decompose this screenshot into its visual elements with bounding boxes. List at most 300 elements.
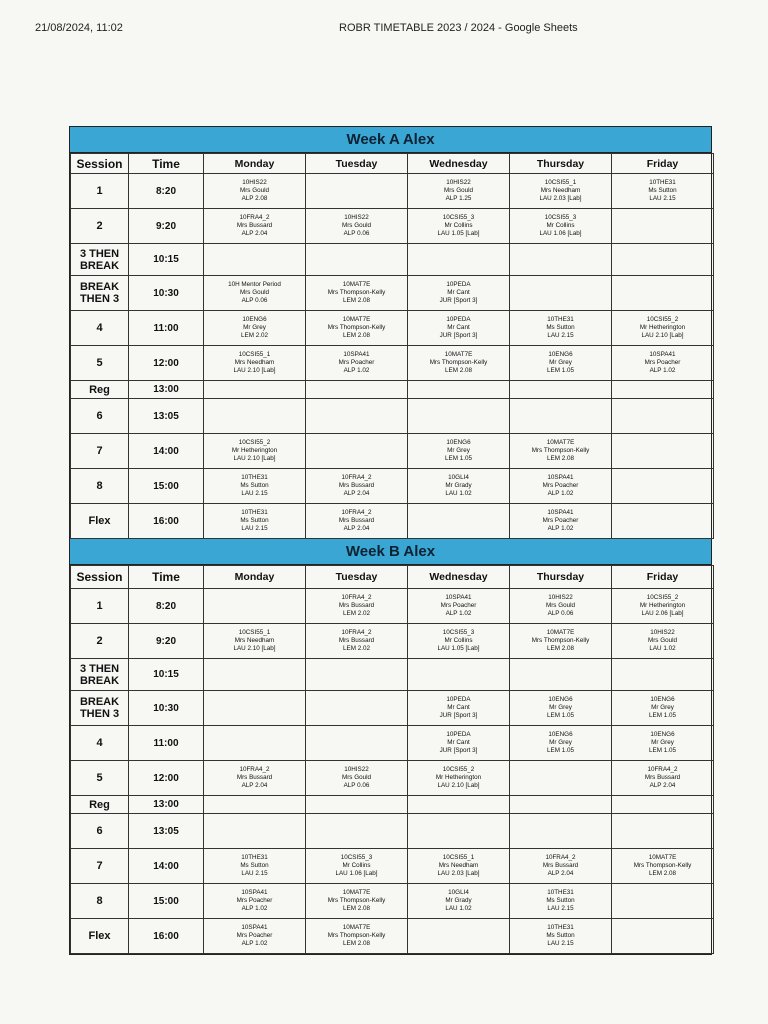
lesson-cell [612, 381, 714, 399]
time-label: 13:00 [129, 796, 204, 814]
lesson-cell [510, 346, 612, 381]
column-header-session: Session [71, 154, 129, 174]
lesson-cell [510, 726, 612, 761]
time-label: 16:00 [129, 919, 204, 954]
time-label: 13:00 [129, 381, 204, 399]
time-label: 13:05 [129, 814, 204, 849]
room: LAU 2.10 [Lab] [437, 782, 480, 790]
room: LAU 2.15 [547, 332, 574, 340]
time-label: 9:20 [129, 209, 204, 244]
class-code: 10MAT7E [342, 923, 371, 931]
session-label: 8 [71, 884, 129, 919]
lesson-cell [204, 814, 306, 849]
room: LEM 2.02 [241, 332, 268, 340]
week-title: Week A Alex [70, 127, 711, 153]
room: LAU 1.06 [Lab] [539, 230, 582, 238]
teacher-name: Mrs Gould [341, 221, 372, 229]
teacher-name: Mr Grady [445, 896, 472, 904]
table-row [71, 244, 714, 276]
lesson-cell [612, 919, 714, 954]
time-label: 10:30 [129, 276, 204, 311]
table-row [71, 919, 714, 954]
lesson-cell [510, 434, 612, 469]
column-header-tuesday: Tuesday [306, 154, 408, 174]
lesson-cell [510, 311, 612, 346]
room: JUR [Sport 3] [439, 332, 478, 340]
lesson-cell [306, 659, 408, 691]
lesson-cell [306, 276, 408, 311]
teacher-name: Mrs Poacher [542, 516, 579, 524]
teacher-name: Mr Collins [546, 221, 575, 229]
teacher-name: Mr Cant [447, 323, 470, 331]
lesson-cell [510, 814, 612, 849]
lesson-cell [204, 381, 306, 399]
print-date: 21/08/2024, 11:02 [35, 22, 123, 34]
class-code: 10THE31 [241, 473, 268, 481]
table-row [71, 589, 714, 624]
table-row [71, 346, 714, 381]
lesson-cell [204, 849, 306, 884]
table-row [71, 311, 714, 346]
teacher-name: Mrs Poacher [338, 358, 375, 366]
lesson-cell [408, 209, 510, 244]
room: LAU 2.10 [Lab] [233, 367, 276, 375]
column-header-thursday: Thursday [510, 154, 612, 174]
class-code: 10CSI55_1 [544, 178, 577, 186]
room: LEM 2.08 [547, 455, 574, 463]
lesson-cell [204, 761, 306, 796]
teacher-name: Mr Hetherington [231, 446, 278, 454]
teacher-name: Mrs Poacher [542, 481, 579, 489]
lesson-cell [306, 796, 408, 814]
lesson-cell [306, 399, 408, 434]
room: LAU 2.15 [547, 905, 574, 913]
teacher-name: Mr Grey [243, 323, 266, 331]
lesson-cell [510, 849, 612, 884]
session-label: 6 [71, 814, 129, 849]
session-label: 2 [71, 624, 129, 659]
class-code: 10ENG6 [650, 730, 675, 738]
class-code: 10FRA4_2 [239, 213, 270, 221]
table-row [71, 691, 714, 726]
room: LAU 2.15 [241, 870, 268, 878]
column-header-thursday: Thursday [510, 566, 612, 589]
lesson-cell [204, 244, 306, 276]
session-label: 3 THEN BREAK [71, 659, 129, 691]
room: LEM 2.08 [649, 870, 676, 878]
lesson-cell [408, 174, 510, 209]
lesson-cell [408, 381, 510, 399]
lesson-cell [510, 919, 612, 954]
teacher-name: Mrs Gould [239, 288, 270, 296]
class-code: 10ENG6 [242, 315, 267, 323]
lesson-cell [510, 174, 612, 209]
teacher-name: Mrs Thompson-Kelly [531, 446, 590, 454]
week-title: Week B Alex [70, 539, 711, 565]
room: LEM 1.05 [547, 367, 574, 375]
class-code: 10FRA4_2 [341, 628, 372, 636]
teacher-name: Mrs Gould [239, 186, 270, 194]
room: LEM 2.08 [445, 367, 472, 375]
room: JUR [Sport 3] [439, 297, 478, 305]
class-code: 10CSI55_3 [544, 213, 577, 221]
session-label: Reg [71, 796, 129, 814]
lesson-cell [510, 469, 612, 504]
table-row [71, 174, 714, 209]
room: ALP 1.02 [547, 525, 574, 533]
class-code: 10THE31 [547, 888, 574, 896]
lesson-cell [306, 919, 408, 954]
time-label: 15:00 [129, 884, 204, 919]
lesson-cell [306, 761, 408, 796]
table-row [71, 381, 714, 399]
teacher-name: Mrs Gould [443, 186, 474, 194]
teacher-name: Mrs Poacher [236, 931, 273, 939]
teacher-name: Ms Sutton [546, 323, 575, 331]
teacher-name: Mr Grey [549, 358, 572, 366]
class-code: 10MAT7E [546, 628, 575, 636]
teacher-name: Ms Sutton [546, 931, 575, 939]
session-label: 3 THEN BREAK [71, 244, 129, 276]
session-label: 1 [71, 174, 129, 209]
table-row [71, 761, 714, 796]
room: ALP 1.25 [445, 195, 472, 203]
teacher-name: Mrs Thompson-Kelly [327, 323, 386, 331]
teacher-name: Mrs Thompson-Kelly [633, 861, 692, 869]
teacher-name: Ms Sutton [240, 481, 269, 489]
lesson-cell [612, 434, 714, 469]
class-code: 10MAT7E [546, 438, 575, 446]
room: LAU 2.06 [Lab] [641, 610, 684, 618]
room: LEM 1.05 [649, 712, 676, 720]
room: ALP 2.04 [241, 782, 268, 790]
class-code: 10CSI55_3 [442, 213, 475, 221]
teacher-name: Mrs Bussard [236, 773, 273, 781]
lesson-cell [612, 884, 714, 919]
column-header-monday: Monday [204, 154, 306, 174]
lesson-cell [408, 624, 510, 659]
lesson-cell [510, 796, 612, 814]
teacher-name: Mr Collins [342, 861, 371, 869]
room: LEM 2.02 [343, 610, 370, 618]
lesson-cell [306, 311, 408, 346]
lesson-cell [408, 814, 510, 849]
teacher-name: Mrs Poacher [440, 601, 477, 609]
lesson-cell [510, 276, 612, 311]
table-row [71, 814, 714, 849]
session-label: 1 [71, 589, 129, 624]
teacher-name: Ms Sutton [546, 896, 575, 904]
column-header-session: Session [71, 566, 129, 589]
table-row [71, 884, 714, 919]
lesson-cell [408, 919, 510, 954]
teacher-name: Mr Grey [549, 703, 572, 711]
time-label: 10:15 [129, 244, 204, 276]
lesson-cell [204, 311, 306, 346]
lesson-cell [408, 276, 510, 311]
room: ALP 1.02 [547, 490, 574, 498]
teacher-name: Mrs Bussard [338, 636, 375, 644]
lesson-cell [510, 399, 612, 434]
session-label: 6 [71, 399, 129, 434]
lesson-cell [510, 209, 612, 244]
lesson-cell [204, 174, 306, 209]
time-label: 15:00 [129, 469, 204, 504]
room: ALP 2.08 [241, 195, 268, 203]
lesson-cell [204, 919, 306, 954]
class-code: 10CSI55_1 [442, 853, 475, 861]
lesson-cell [408, 761, 510, 796]
class-code: 10SPA41 [649, 350, 676, 358]
room: LAU 2.15 [241, 490, 268, 498]
class-code: 10CSI55_2 [442, 765, 475, 773]
week-table [70, 153, 714, 539]
teacher-name: Mr Collins [444, 636, 473, 644]
lesson-cell [612, 726, 714, 761]
time-label: 12:00 [129, 346, 204, 381]
lesson-cell [204, 726, 306, 761]
lesson-cell [306, 691, 408, 726]
room: LAU 1.05 [Lab] [437, 645, 480, 653]
lesson-cell [204, 434, 306, 469]
room: LAU 2.10 [Lab] [233, 645, 276, 653]
lesson-cell [306, 726, 408, 761]
lesson-cell [612, 209, 714, 244]
lesson-cell [204, 346, 306, 381]
table-row [71, 624, 714, 659]
teacher-name: Mrs Bussard [338, 601, 375, 609]
lesson-cell [204, 624, 306, 659]
lesson-cell [306, 346, 408, 381]
room: ALP 1.02 [343, 367, 370, 375]
class-code: 10HIS22 [446, 178, 471, 186]
class-code: 10CSI55_2 [646, 315, 679, 323]
lesson-cell [204, 209, 306, 244]
class-code: 10HIS22 [650, 628, 675, 636]
week-table [70, 565, 714, 954]
table-row [71, 504, 714, 539]
room: ALP 2.04 [547, 870, 574, 878]
teacher-name: Mr Grey [549, 738, 572, 746]
time-label: 11:00 [129, 726, 204, 761]
time-label: 14:00 [129, 849, 204, 884]
teacher-name: Mr Hetherington [435, 773, 482, 781]
lesson-cell [408, 244, 510, 276]
teacher-name: Mrs Thompson-Kelly [429, 358, 488, 366]
class-code: 10H Mentor Period [228, 280, 281, 288]
lesson-cell [408, 659, 510, 691]
class-code: 10FRA4_2 [341, 593, 372, 601]
teacher-name: Mrs Poacher [236, 896, 273, 904]
table-row [71, 399, 714, 434]
class-code: 10THE31 [241, 853, 268, 861]
lesson-cell [510, 589, 612, 624]
lesson-cell [612, 849, 714, 884]
session-label: Flex [71, 919, 129, 954]
class-code: 10MAT7E [444, 350, 473, 358]
class-code: 10ENG6 [650, 695, 675, 703]
time-label: 12:00 [129, 761, 204, 796]
class-code: 10FRA4_2 [647, 765, 678, 773]
table-row [71, 796, 714, 814]
session-label: Flex [71, 504, 129, 539]
lesson-cell [204, 504, 306, 539]
lesson-cell [510, 884, 612, 919]
class-code: 10THE31 [547, 315, 574, 323]
teacher-name: Ms Sutton [240, 861, 269, 869]
time-label: 11:00 [129, 311, 204, 346]
teacher-name: Mrs Bussard [236, 221, 273, 229]
lesson-cell [408, 504, 510, 539]
teacher-name: Mrs Thompson-Kelly [327, 288, 386, 296]
lesson-cell [408, 849, 510, 884]
room: LAU 2.03 [Lab] [539, 195, 582, 203]
class-code: 10MAT7E [648, 853, 677, 861]
time-label: 9:20 [129, 624, 204, 659]
teacher-name: Mrs Needham [234, 636, 275, 644]
lesson-cell [612, 659, 714, 691]
teacher-name: Mr Cant [447, 288, 470, 296]
session-label: BREAK THEN 3 [71, 691, 129, 726]
class-code: 10ENG6 [548, 730, 573, 738]
class-code: 10THE31 [241, 508, 268, 516]
lesson-cell [204, 399, 306, 434]
lesson-cell [408, 469, 510, 504]
time-label: 10:30 [129, 691, 204, 726]
column-header-row [71, 566, 714, 589]
lesson-cell [612, 796, 714, 814]
room: LAU 2.03 [Lab] [437, 870, 480, 878]
class-code: 10FRA4_2 [341, 473, 372, 481]
session-label: 7 [71, 849, 129, 884]
teacher-name: Mr Collins [444, 221, 473, 229]
lesson-cell [510, 761, 612, 796]
table-row [71, 434, 714, 469]
class-code: 10SPA41 [445, 593, 472, 601]
class-code: 10CSI55_3 [442, 628, 475, 636]
lesson-cell [612, 761, 714, 796]
lesson-cell [306, 209, 408, 244]
lesson-cell [306, 624, 408, 659]
column-header-time: Time [129, 566, 204, 589]
class-code: 10ENG6 [446, 438, 471, 446]
class-code: 10SPA41 [343, 350, 370, 358]
class-code: 10THE31 [649, 178, 676, 186]
room: LEM 2.02 [343, 645, 370, 653]
room: ALP 2.04 [343, 525, 370, 533]
lesson-cell [204, 469, 306, 504]
lesson-cell [408, 589, 510, 624]
time-label: 14:00 [129, 434, 204, 469]
room: ALP 1.02 [241, 905, 268, 913]
session-label: 4 [71, 726, 129, 761]
teacher-name: Mr Hetherington [639, 323, 686, 331]
lesson-cell [510, 659, 612, 691]
class-code: 10PEDA [446, 695, 471, 703]
lesson-cell [204, 796, 306, 814]
class-code: 10THE31 [547, 923, 574, 931]
class-code: 10PEDA [446, 280, 471, 288]
room: ALP 1.02 [241, 940, 268, 948]
lesson-cell [306, 174, 408, 209]
teacher-name: Mrs Thompson-Kelly [531, 636, 590, 644]
session-label: BREAK THEN 3 [71, 276, 129, 311]
class-code: 10HIS22 [548, 593, 573, 601]
room: LAU 1.02 [445, 490, 472, 498]
lesson-cell [306, 504, 408, 539]
class-code: 10CSI55_2 [238, 438, 271, 446]
teacher-name: Mrs Gould [341, 773, 372, 781]
lesson-cell [306, 814, 408, 849]
lesson-cell [612, 624, 714, 659]
column-header-monday: Monday [204, 566, 306, 589]
room: LAU 1.02 [649, 645, 676, 653]
room: LAU 2.10 [Lab] [641, 332, 684, 340]
teacher-name: Mrs Bussard [644, 773, 681, 781]
time-label: 10:15 [129, 659, 204, 691]
class-code: 10SPA41 [547, 508, 574, 516]
room: LAU 2.10 [Lab] [233, 455, 276, 463]
teacher-name: Mrs Bussard [338, 516, 375, 524]
lesson-cell [408, 399, 510, 434]
room: LEM 2.08 [343, 905, 370, 913]
column-header-friday: Friday [612, 566, 714, 589]
teacher-name: Mrs Needham [234, 358, 275, 366]
lesson-cell [408, 434, 510, 469]
teacher-name: Mrs Bussard [542, 861, 579, 869]
table-row [71, 849, 714, 884]
class-code: 10MAT7E [342, 888, 371, 896]
lesson-cell [408, 346, 510, 381]
time-label: 8:20 [129, 589, 204, 624]
room: ALP 2.04 [343, 490, 370, 498]
session-label: 4 [71, 311, 129, 346]
lesson-cell [408, 796, 510, 814]
session-label: 8 [71, 469, 129, 504]
class-code: 10CSI55_2 [646, 593, 679, 601]
lesson-cell [612, 244, 714, 276]
teacher-name: Mrs Needham [438, 861, 479, 869]
class-code: 10FRA4_2 [545, 853, 576, 861]
teacher-name: Mr Cant [447, 738, 470, 746]
class-code: 10FRA4_2 [239, 765, 270, 773]
class-code: 10HIS22 [344, 765, 369, 773]
lesson-cell [612, 346, 714, 381]
room: LEM 1.05 [547, 712, 574, 720]
class-code: 10CSI55_3 [340, 853, 373, 861]
lesson-cell [408, 884, 510, 919]
teacher-name: Mrs Thompson-Kelly [327, 931, 386, 939]
print-title: ROBR TIMETABLE 2023 / 2024 - Google Sheets [339, 22, 578, 34]
lesson-cell [204, 276, 306, 311]
time-label: 8:20 [129, 174, 204, 209]
session-label: 5 [71, 761, 129, 796]
lesson-cell [306, 589, 408, 624]
room: ALP 0.06 [241, 297, 268, 305]
teacher-name: Ms Sutton [240, 516, 269, 524]
timetable [69, 126, 712, 955]
room: ALP 0.06 [547, 610, 574, 618]
room: ALP 1.02 [649, 367, 676, 375]
lesson-cell [408, 691, 510, 726]
lesson-cell [306, 884, 408, 919]
lesson-cell [306, 434, 408, 469]
lesson-cell [510, 691, 612, 726]
class-code: 10CSI55_1 [238, 628, 271, 636]
lesson-cell [204, 884, 306, 919]
session-label: 2 [71, 209, 129, 244]
lesson-cell [510, 244, 612, 276]
